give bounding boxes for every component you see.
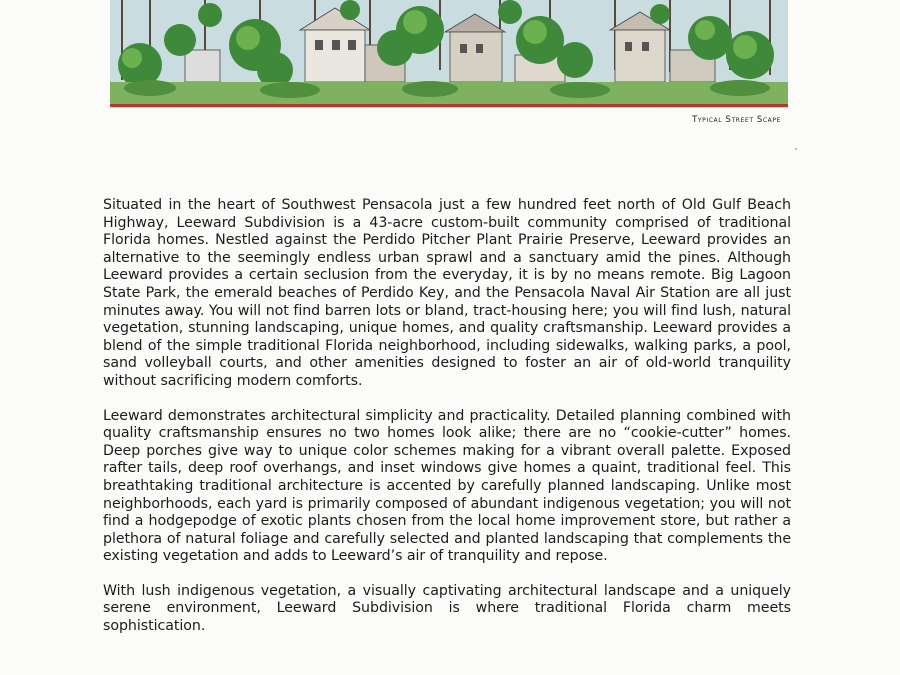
- paragraph-architecture: Leeward demonstrates architectural simplicity and practicality. Detailed planning combined with quality craftsmanship ensures no two homes look alike; there are no “cookie-cutter” homes. Deep porches give way to unique color schemes making for a vibrant overall palette. Exposed rafter tails, deep roof overhangs, and inset windows give homes a quaint, traditional feel. This breathtaking traditional architecture is accented by carefully planned landscaping. Unlike most neighborhoods, each yard is primarily composed of abundant indigenous vegetation; you will not find a hodgepodge of exotic plants chosen from the local home improvement store, but rather a plethora of natural foliage and carefully selected and planted landscaping that complements the existing vegetation and adds to Leeward’s air of tranquility and repose.: [103, 407, 791, 565]
- illustration-caption: Typical Street Scape: [692, 115, 781, 125]
- article-body: [103, 197, 791, 653]
- street-scape-illustration: [110, 0, 788, 108]
- paragraph-intro: Situated in the heart of Southwest Pensacola just a few hundred feet north of Old Gulf Beach Highway, Leeward Subdivision is a 43-acre custom-built community comprised of traditional Florida homes. Nestled against the Perdido Pitcher Plant Prairie Preserve, Leeward provides an alternative to the seemingly endless urban sprawl and a sanctuary amid the pines. Although Leeward provides a certain seclusion from the everyday, it is by no means remote. Big Lagoon State Park, the emerald beaches of Perdido Key, and the Pensacola Naval Air Station are all just minutes away. You will not find barren lots or bland, tract-housing here; you will find lush, natural vegetation, stunning landscaping, unique homes, and quality craftsmanship. Leeward provides a blend of the simple traditional Florida neighborhood, including sidewalks, walking parks, a pool, sand volleyball courts, and other amenities designed to foster an air of old-world tranquility without sacrificing modern comforts.: [103, 197, 791, 389]
- paragraph-closing: With lush indigenous vegetation, a visually captivating architectural landscape and a uniquely serene environment, Leeward Subdivision is where traditional Florida charm meets sophistication.: [103, 582, 791, 635]
- scan-speck: [795, 148, 797, 150]
